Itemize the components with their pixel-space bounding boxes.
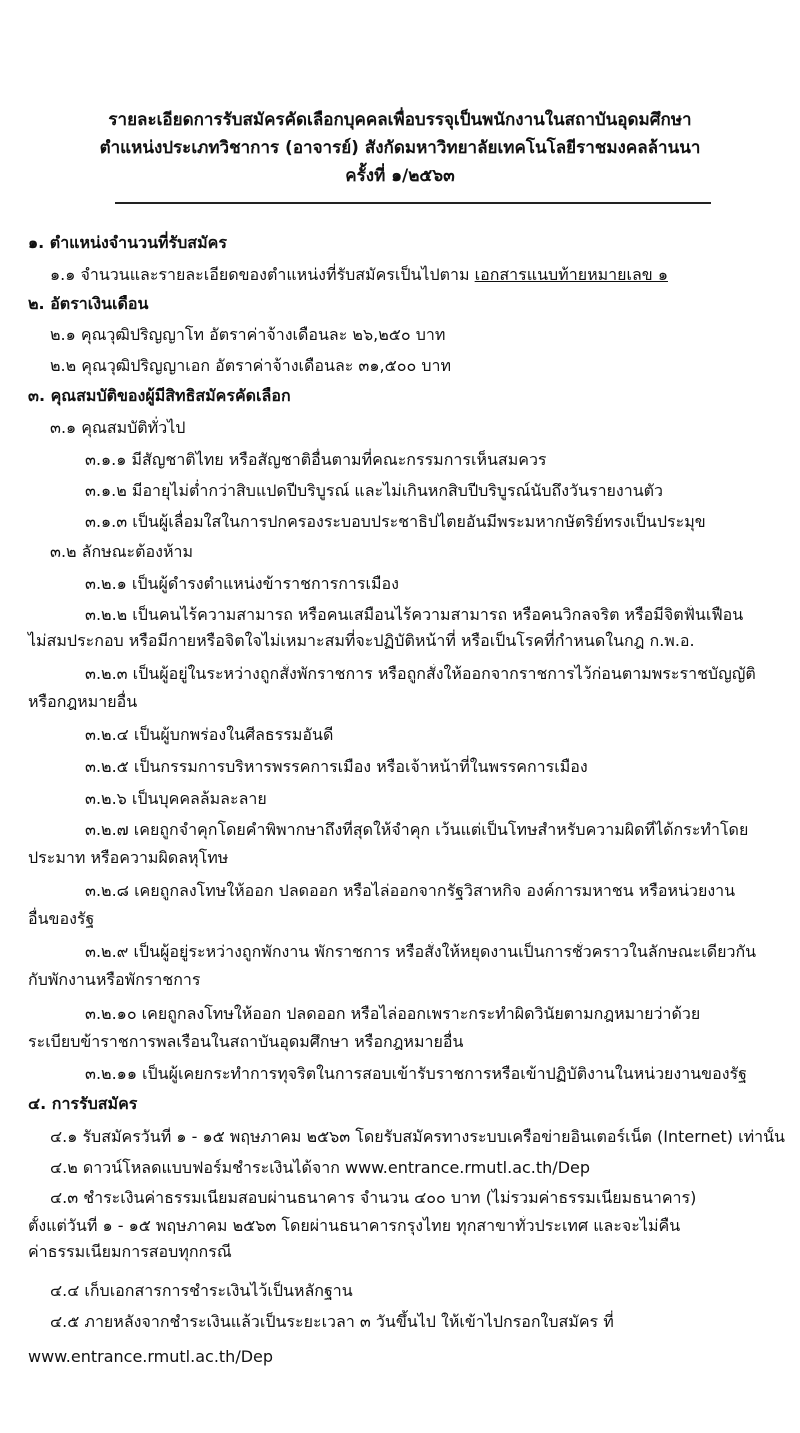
section-3-2-9-line-1: ๓.๒.๙ เป็นผู้อยู่ระหว่างถูกพักงาน พักราชการ หรือสั่งให้หยุดงานเป็นการชั่วคราวในลักษณะเดียวกัน [85, 942, 757, 961]
section-3-2-10-line-2: ระเบียบข้าราชการพลเรือนในสถาบันอุดมศึกษา หรือกฎหมายอื่น [28, 1032, 464, 1051]
section-3-2-3-line-2: หรือกฎหมายอื่น [28, 692, 138, 711]
section-3-2-8-line-2: อื่นของรัฐ [28, 909, 95, 928]
section-3-2-8-line-1: ๓.๒.๘ เคยถูกลงโทษให้ออก ปลดออก หรือไล่ออกจากรัฐวิสาหกิจ องค์การมหาชน หรือหน่วยงาน [85, 881, 736, 900]
section-3-2-11: ๓.๒.๑๑ เป็นผู้เคยกระทำการทุจริตในการสอบเข้ารับราชการหรือเข้าปฏิบัติงานในหน่วยงานของรัฐ [85, 1064, 747, 1083]
section-4-item-3-line-2: ตั้งแต่วันที่ ๑ - ๑๕ พฤษภาคม ๒๕๖๓ โดยผ่านธนาคารกรุงไทย ทุกสาขาทั่วประเทศ และจะไม่คืน [28, 1216, 681, 1235]
section-3-1-2: ๓.๑.๒ มีอายุไม่ต่ำกว่าสิบแปดปีบริบูรณ์ และไม่เกินหกสิบปีบริบูรณ์นับถึงวันรายงานตัว [85, 481, 664, 500]
section-3-2-2-line-1: ๓.๒.๒ เป็นคนไร้ความสามารถ หรือคนเสมือนไร้ความสามารถ หรือคนวิกลจริต หรือมีจิตฟั่นเฟือน [85, 605, 744, 624]
attachment-reference: เอกสารแนบท้ายหมายเลข ๑ [474, 265, 668, 284]
section-4-item-3-line-1: ๔.๓ ชำระเงินค่าธรรมเนียมสอบผ่านธนาคาร จำนวน ๔๐๐ บาท (ไม่รวมค่าธรรมเนียมธนาคาร) [50, 1188, 697, 1207]
section-4-item-5: ๔.๕ ภายหลังจากชำระเงินแล้วเป็นระยะเวลา ๓ วันขึ้นไป ให้เข้าไปกรอกใบสมัคร ที่ [50, 1312, 614, 1331]
section-2-item-1: ๒.๑ คุณวุฒิปริญญาโท อัตราค่าจ้างเดือนละ ๒๖,๒๕๐ บาท [50, 325, 446, 344]
document-title-line-1: รายละเอียดการรับสมัครคัดเลือกบุคคลเพื่อบรรจุเป็นพนักงานในสถาบันอุดมศึกษา [108, 110, 692, 130]
section-3-2-10-line-1: ๓.๒.๑๐ เคยถูกลงโทษให้ออก ปลดออก หรือไล่ออกเพราะกระทำผิดวินัยตามกฎหมายว่าด้วย [85, 1004, 701, 1023]
section-4-item-3-line-3: ค่าธรรมเนียมการสอบทุกกรณี [28, 1242, 232, 1261]
section-3-2-7-line-2: ประมาท หรือความผิดลหุโทษ [28, 848, 229, 867]
section-3-1-1: ๓.๑.๑ มีสัญชาติไทย หรือสัญชาติอื่นตามที่คณะกรรมการเห็นสมควร [85, 450, 547, 469]
section-3-heading: ๓. คุณสมบัติของผู้มีสิทธิสมัครคัดเลือก [28, 386, 291, 405]
section-3-2-heading: ๓.๒ ลักษณะต้องห้าม [50, 542, 194, 561]
section-3-2-2-line-2: ไม่สมประกอบ หรือมีกายหรือจิตใจไม่เหมาะสมที่จะปฏิบัติหน้าที่ หรือเป็นโรคที่กำหนดในกฎ ก.พ.อ. [28, 631, 695, 650]
section-3-2-9-line-2: กับพักงานหรือพักราชการ [28, 970, 201, 989]
section-2-item-2: ๒.๒ คุณวุฒิปริญญาเอก อัตราค่าจ้างเดือนละ ๓๑,๕๐๐ บาท [50, 356, 452, 375]
section-4-item-2: ๔.๒ ดาวน์โหลดแบบฟอร์มชำระเงินได้จาก www.entrance.rmutl.ac.th/Dep [50, 1158, 591, 1177]
section-3-2-7-line-1: ๓.๒.๗ เคยถูกจำคุกโดยคำพิพากษาถึงที่สุดให้จำคุก เว้นแต่เป็นโทษสำหรับความผิดที่ได้กระทำโดย [85, 820, 749, 839]
section-3-1-3: ๓.๑.๓ เป็นผู้เลื่อมใสในการปกครองระบอบประชาธิปไตยอันมีพระมหากษัตริย์ทรงเป็นประมุข [85, 512, 706, 531]
section-4-heading: ๔. การรับสมัคร [28, 1094, 138, 1113]
application-url: www.entrance.rmutl.ac.th/Dep [28, 1347, 274, 1366]
section-3-2-4: ๓.๒.๔ เป็นผู้บกพร่องในศีลธรรมอันดี [85, 725, 334, 744]
section-4-item-4: ๔.๔ เก็บเอกสารการชำระเงินไว้เป็นหลักฐาน [50, 1281, 353, 1300]
section-1-item-1-text: ๑.๑ จำนวนและรายละเอียดของตำแหน่งที่รับสมัครเป็นไปตาม [50, 265, 475, 284]
document-title-line-3: ครั้งที่ ๑/๒๕๖๓ [345, 166, 455, 186]
document-title-line-2: ตำแหน่งประเภทวิชาการ (อาจารย์) สังกัดมหาวิทยาลัยเทคโนโลยีราชมงคลล้านนา [99, 138, 701, 158]
section-3-2-5: ๓.๒.๕ เป็นกรรมการบริหารพรรคการเมือง หรือเจ้าหน้าที่ในพรรคการเมือง [85, 757, 588, 776]
section-3-2-1: ๓.๒.๑ เป็นผู้ดำรงตำแหน่งข้าราชการการเมือง [85, 574, 399, 593]
section-1-heading: ๑. ตำแหน่งจำนวนที่รับสมัคร [28, 233, 227, 252]
section-2-heading: ๒. อัตราเงินเดือน [28, 294, 149, 313]
section-1-item-1 [50, 265, 668, 285]
section-3-2-6: ๓.๒.๖ เป็นบุคคลล้มละลาย [85, 789, 267, 808]
section-4-item-1: ๔.๑ รับสมัครวันที่ ๑ - ๑๕ พฤษภาคม ๒๕๖๓ โดยรับสมัครทางระบบเครือข่ายอินเตอร์เน็ต (Internet) เท่านั้น [50, 1127, 785, 1146]
section-3-1-heading: ๓.๑ คุณสมบัติทั่วไป [50, 418, 186, 437]
title-divider [115, 202, 711, 204]
section-3-2-3-line-1: ๓.๒.๓ เป็นผู้อยู่ในระหว่างถูกสั่งพักราชการ หรือถูกสั่งให้ออกจากราชการไว้ก่อนตามพระราชบัญญัติ [85, 664, 756, 683]
